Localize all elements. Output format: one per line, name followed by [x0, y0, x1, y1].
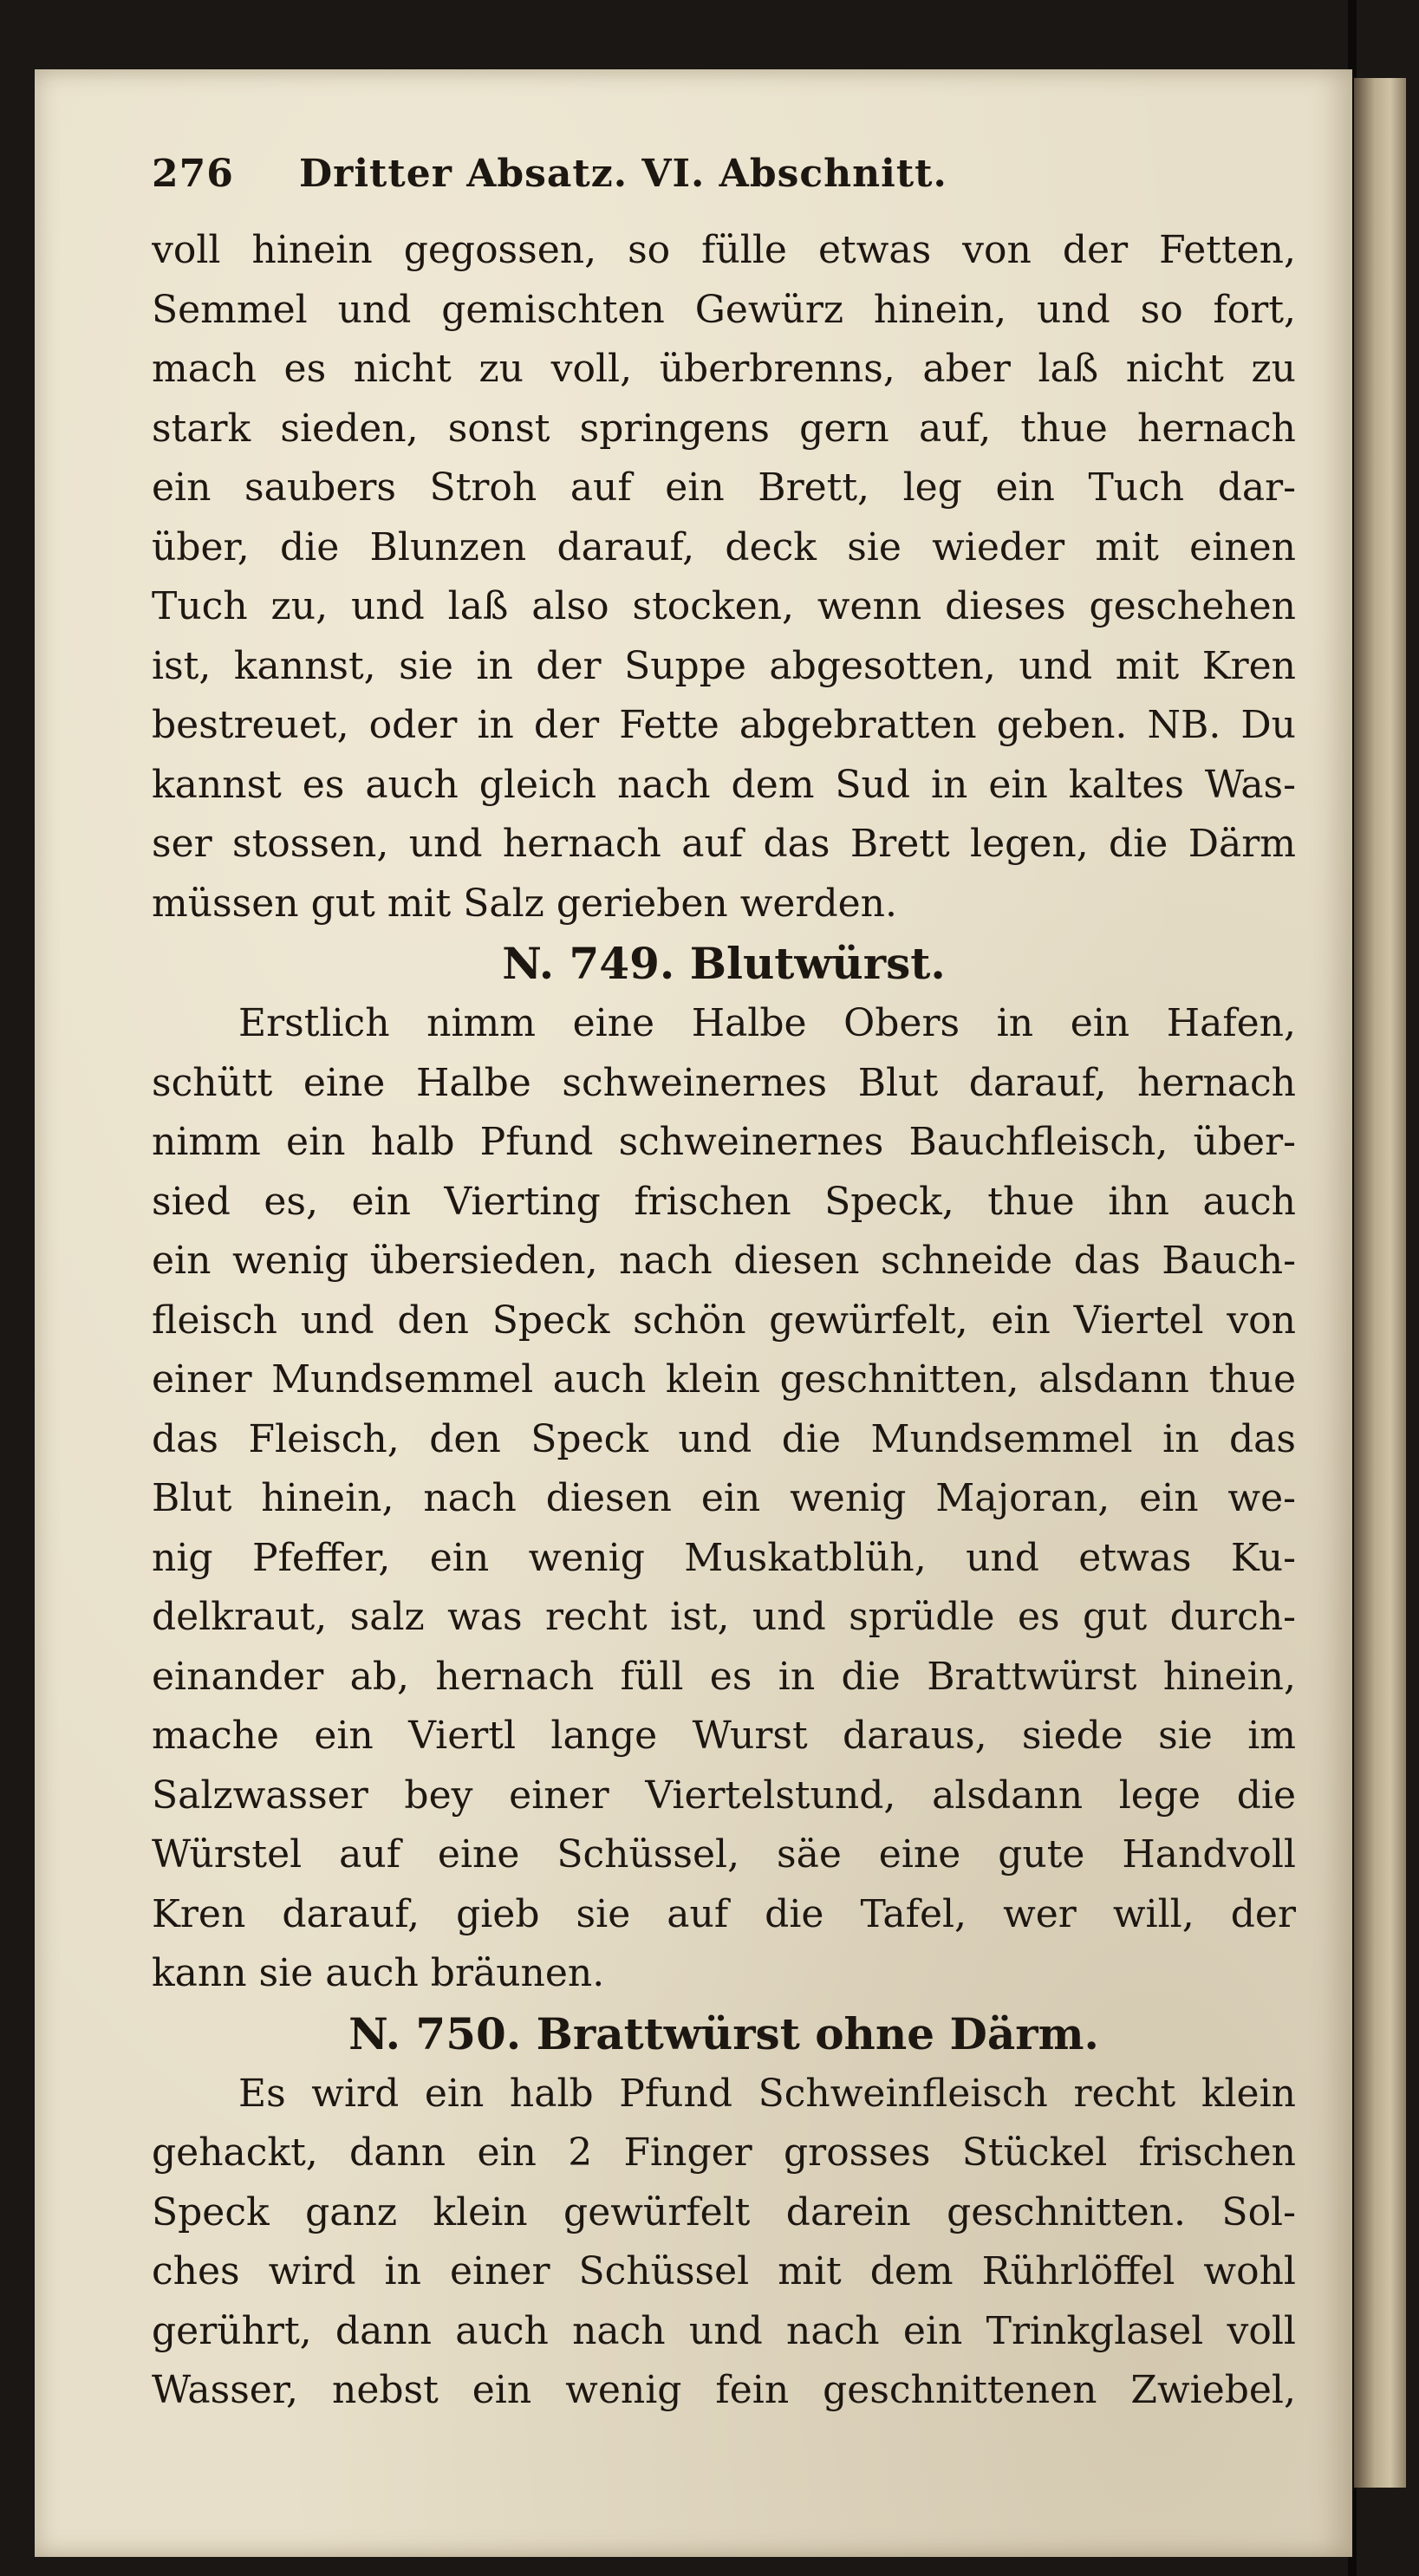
text-line: kannst es auch gleich nach dem Sud in ein kaltes Was-	[152, 762, 1296, 807]
text-line: kann sie auch bräunen.	[152, 1951, 605, 1995]
text-line: das Fleisch, den Speck und die Mundsemmel in das	[152, 1416, 1296, 1461]
running-head: Dritter Absatz. VI. Abschnitt.	[299, 152, 947, 196]
text-line: ein wenig übersieden, nach diesen schneide das Bauch-	[152, 1239, 1296, 1283]
text-line: Wasser, nebst ein wenig fein geschnittenen Zwiebel,	[152, 2368, 1296, 2412]
text-line: fleisch und den Speck schön gewürfelt, ein Viertel von	[152, 1298, 1296, 1343]
page-header	[152, 152, 1296, 221]
text-line: Salzwasser bey einer Viertelstund, alsdann lege die	[152, 1773, 1296, 1818]
recipe-continuation	[152, 221, 1296, 933]
text-line: bestreuet, oder in der Fette abgebratten geben. NB. Du	[152, 703, 1296, 747]
recipe-heading-750: N. 750. Brattwürst ohne Därm.	[348, 2007, 1099, 2059]
text-line: schütt eine Halbe schweinernes Blut darauf, hernach	[152, 1060, 1296, 1105]
text-line: Kren darauf, gieb sie auf die Tafel, wer will, der	[152, 1891, 1296, 1936]
text-line: nimm ein halb Pfund schweinernes Bauchfleisch, über-	[152, 1120, 1296, 1164]
text-line: stark sieden, sonst springens gern auf, thue hernach	[152, 406, 1296, 451]
text-line: nig Pfeffer, ein wenig Muskatblüh, und etwas Ku-	[152, 1535, 1296, 1580]
text-line: Tuch zu, und laß also stocken, wenn dieses geschehen	[152, 584, 1296, 628]
text-line: einander ab, hernach füll es in die Brattwürst hinein,	[152, 1654, 1296, 1699]
text-line: gerührt, dann auch nach und nach ein Trinkglasel voll	[152, 2308, 1296, 2353]
text-line: Würstel auf eine Schüssel, säe eine gute Handvoll	[152, 1832, 1296, 1877]
text-line: müssen gut mit Salz gerieben werden.	[152, 881, 897, 926]
text-line: gehackt, dann ein 2 Finger grosses Stückel frischen	[152, 2130, 1296, 2175]
text-line: einer Mundsemmel auch klein geschnitten, alsdann thue	[152, 1357, 1296, 1402]
text-line: Speck ganz klein gewürfelt darein geschnitten. Sol-	[152, 2189, 1296, 2234]
text-line: ein saubers Stroh auf ein Brett, leg ein Tuch dar-	[152, 465, 1296, 510]
text-line: ist, kannst, sie in der Suppe abgesotten, und mit Kren	[152, 643, 1296, 688]
text-line: mache ein Viertl lange Wurst daraus, siede sie im	[152, 1714, 1296, 1758]
page-number: 276	[152, 152, 234, 196]
text-line: voll hinein gegossen, so fülle etwas von der Fetten,	[152, 228, 1296, 272]
text-line: delkraut, salz was recht ist, und sprüdle es gut durch-	[152, 1595, 1296, 1639]
text-line: Erstlich nimm eine Halbe Obers in ein Hafen,	[238, 1001, 1296, 1045]
text-line: Es wird ein halb Pfund Schweinfleisch recht klein	[238, 2071, 1296, 2116]
text-line: über, die Blunzen darauf, deck sie wieder mit einen	[152, 524, 1296, 569]
page-text	[152, 152, 1296, 2421]
text-line: Blut hinein, nach diesen ein wenig Majoran, ein we-	[152, 1476, 1296, 1520]
next-page-edge	[1354, 78, 1406, 2488]
recipe-749-body	[152, 994, 1296, 2004]
text-line: mach es nicht zu voll, überbrenns, aber laß nicht zu	[152, 347, 1296, 391]
recipe-heading-749: N. 749. Blutwürst.	[502, 938, 946, 989]
recipe-750-body	[152, 2065, 1296, 2421]
text-line: Semmel und gemischten Gewürz hinein, und so fort,	[152, 287, 1296, 332]
text-line: ser stossen, und hernach auf das Brett legen, die Därm	[152, 822, 1296, 866]
text-line: sied es, ein Vierting frischen Speck, thue ihn auch	[152, 1179, 1296, 1224]
text-line: ches wird in einer Schüssel mit dem Rührlöffel wohl	[152, 2249, 1296, 2293]
